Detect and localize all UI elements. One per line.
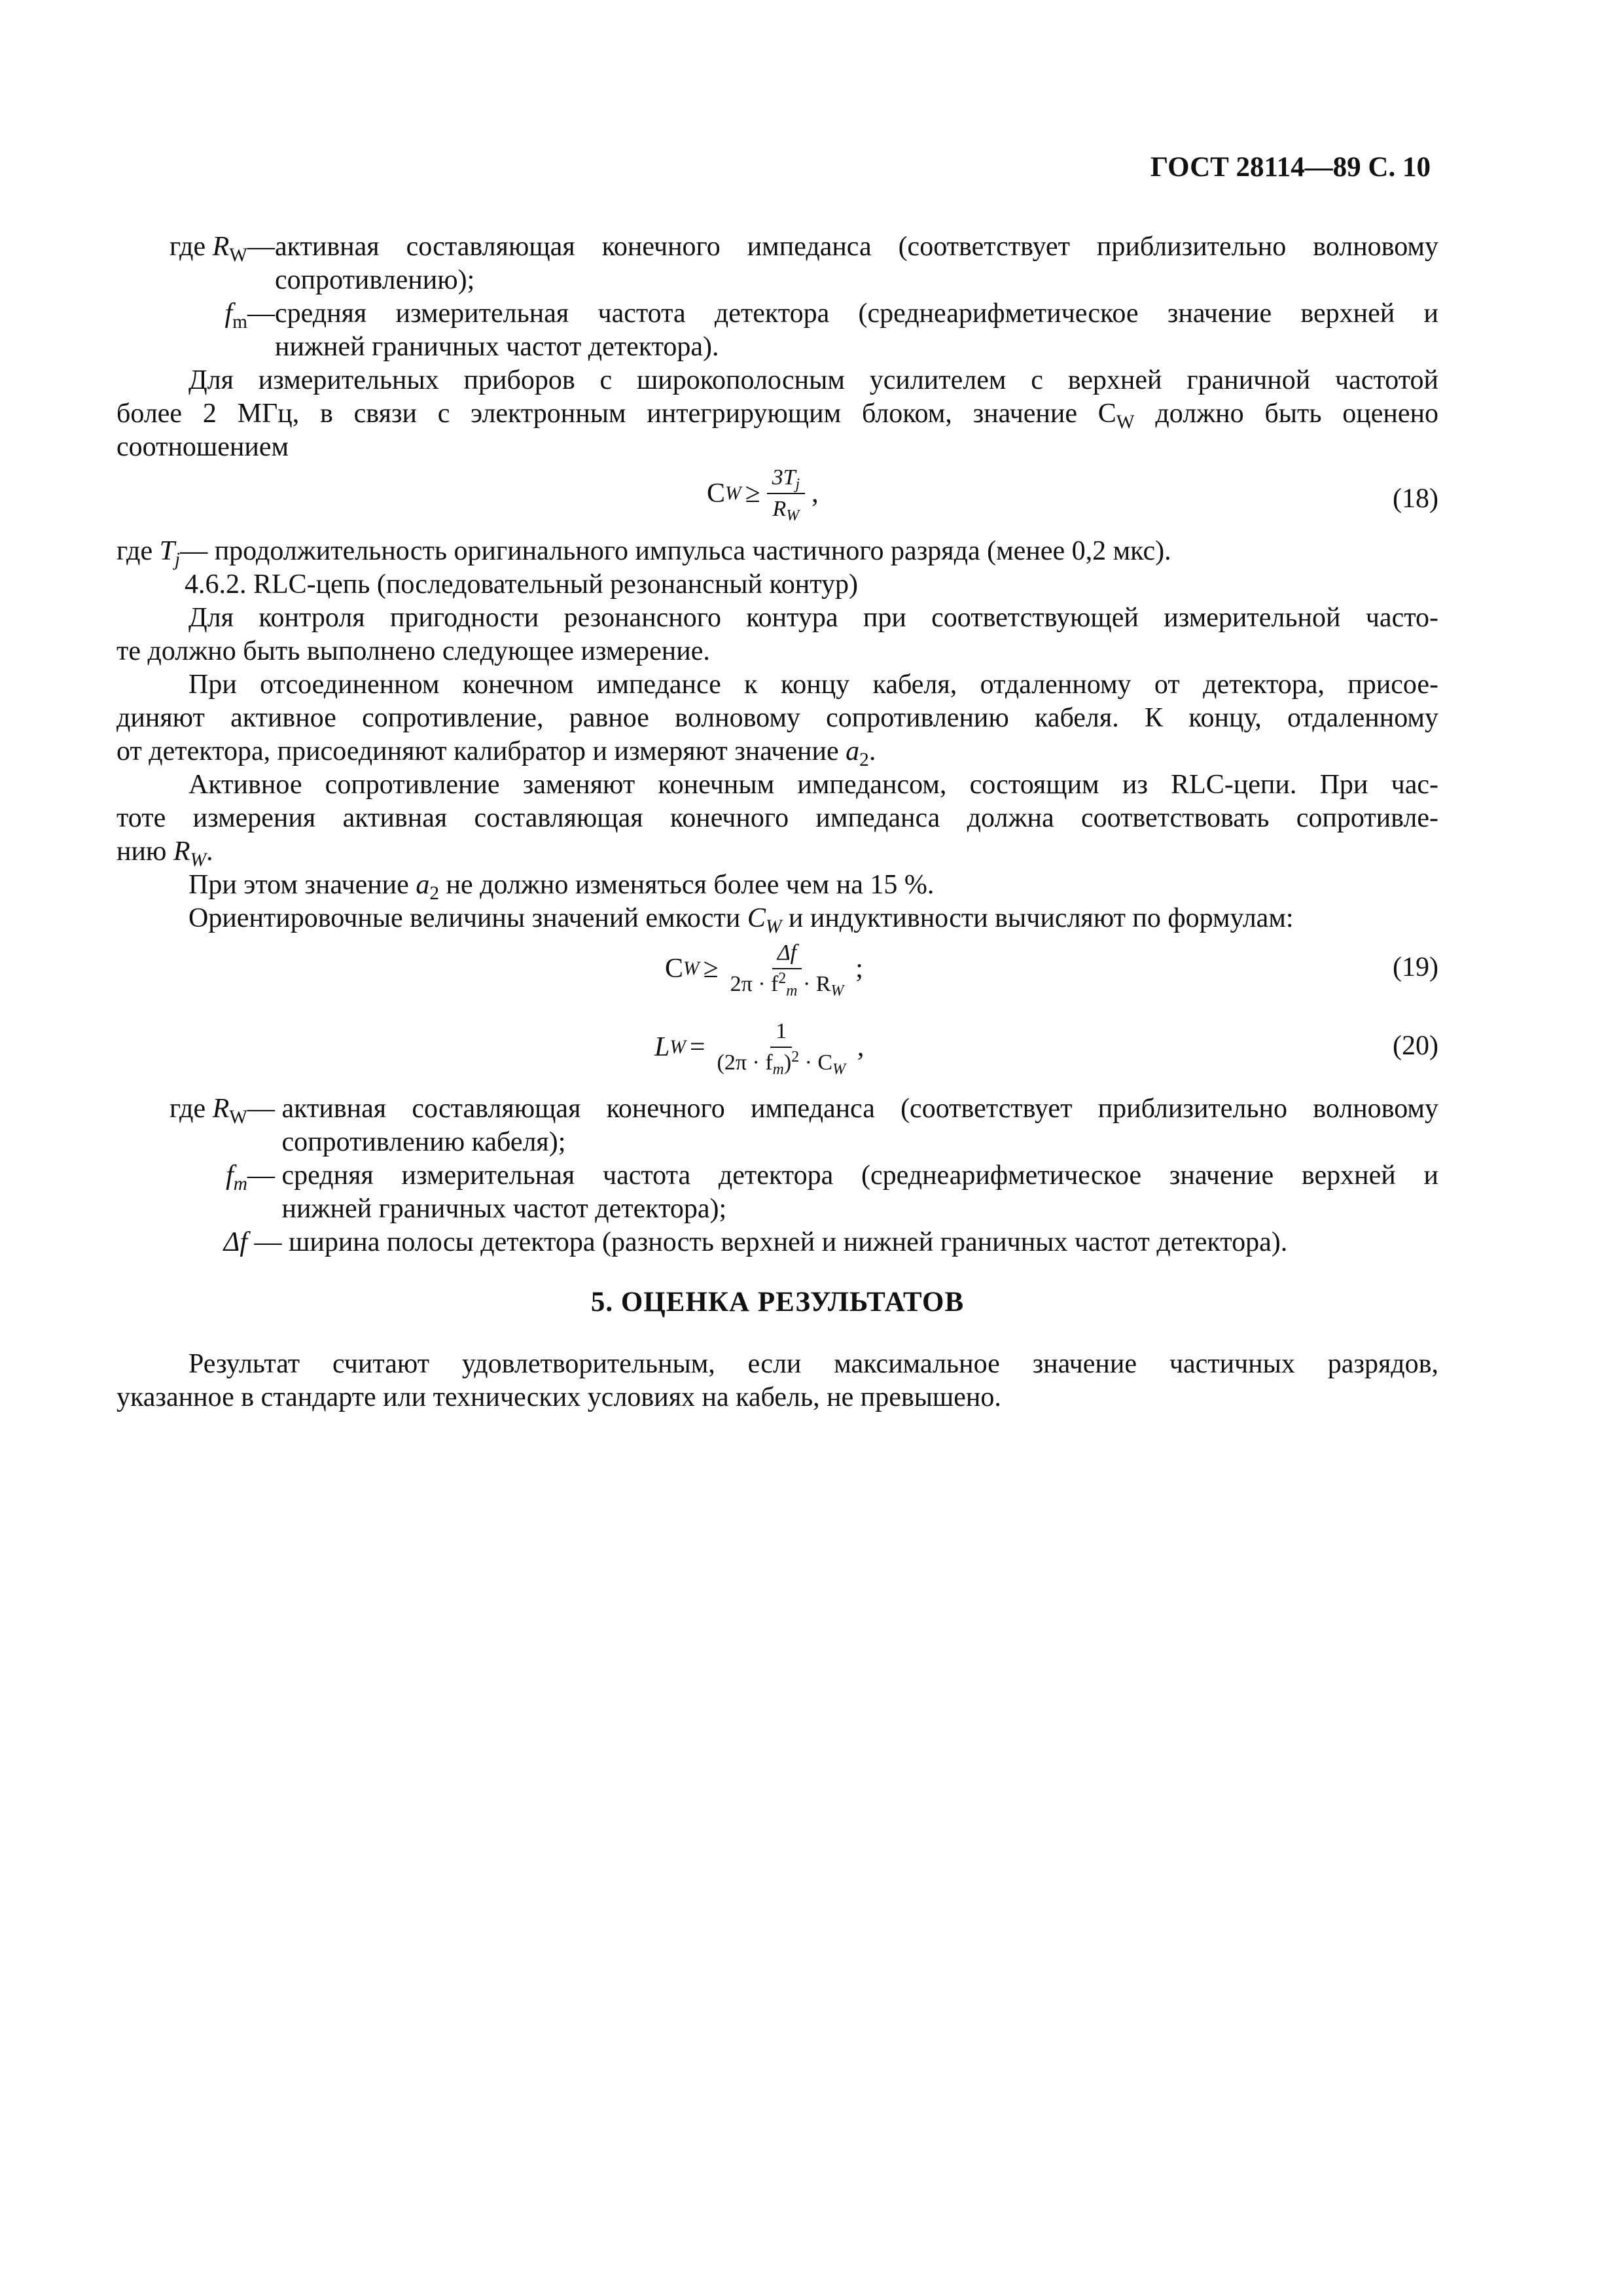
section-heading: 5. ОЦЕНКА РЕЗУЛЬТАТОВ xyxy=(590,1287,965,1318)
definition-text-cont: сопротивлению); xyxy=(275,265,475,295)
fraction: $\frac{\Delta f}{2\pi \cdot f^2_m \cdot R_W}$ xyxy=(730,941,844,1000)
formula-number: (18) xyxy=(1393,484,1438,514)
definition-term: f xyxy=(226,1160,234,1191)
paragraph: Результат считают удовлетворительным, если максимальное значение частичных разрядов, указанное в стандарте или технических условиях на кабель, не превышено. xyxy=(116,1349,1438,1412)
definition-item: $f_m$ — средняя измерительная частота детектора (среднеарифметическое значение верхней и нижней граничных частот детектора). xyxy=(116,297,1438,364)
definition-term: R xyxy=(212,1094,230,1124)
definition-list xyxy=(116,1092,1438,1259)
paragraph: Для измерительных приборов с широкополосным усилителем с верхней граничной частотой более 2 МГц, в связи с электронным интегрирующим блоком, значение $C_W$ должно быть оценено соотношением xyxy=(116,365,1438,462)
formula-18: C W ≥ $\frac{3T_j}{R_W}$ , (18) xyxy=(707,465,1438,525)
paragraph: При этом значение $a_2$ не должно изменяться более чем на 15 %. xyxy=(188,870,935,904)
definition-item: Δf — ширина полосы детектора (разность верхней и нижней граничных частот детектора). xyxy=(223,1227,1288,1257)
definition-text: средняя измерительная частота детектора (среднеарифметическое значение верхней и xyxy=(275,298,1438,329)
definition-term: R xyxy=(212,232,230,262)
fraction: $\frac{1}{(2\pi \cdot f_m)^2 \cdot C_W}$ xyxy=(717,1019,846,1079)
definition-term: Δf xyxy=(223,1227,247,1257)
paragraph: Ориентировочные величины значений емкости $C_W$ и индуктивности вычисляют по формулам: xyxy=(188,903,1294,937)
definition-term-subscript: m xyxy=(232,311,247,332)
paragraph: Для контроля пригодности резонансного контура при соответствующей измерительной часто- те должно быть выполнено следующее измерение. xyxy=(116,603,1438,666)
page-header: ГОСТ 28114—89 С. 10 xyxy=(1150,152,1431,183)
definition-list xyxy=(116,230,1438,364)
fraction: $\frac{3T_j}{R_W}$ xyxy=(767,464,806,523)
definition-item: $f_m$ — средняя измерительная частота детектора (среднеарифметическое значение верхней и нижней граничных частот детектора); xyxy=(226,1160,1438,1224)
definition-term-subscript: W xyxy=(229,244,247,266)
formula-20: L W = $\frac{1}{(2\pi \cdot f_m)^2 \cdot C_W}$ , (20) xyxy=(654,1019,1438,1079)
page-content xyxy=(116,230,1438,1414)
formula-19: C W ≥ $\frac{\Delta f}{2\pi \cdot f^2_m \cdot R_W}$ ; (19) xyxy=(665,941,1438,1000)
definition-text-cont: нижней граничных частот детектора). xyxy=(275,332,719,362)
formula-number: (20) xyxy=(1393,1031,1438,1061)
definition-item: где $R_W$ — активная составляющая конечного импеданса (соответствует приблизительно волновому сопротивлению); xyxy=(116,230,1438,297)
subsection-heading: 4.6.2. RLC-цепь (последовательный резонансный контур) xyxy=(185,569,859,600)
definition-tj: где $T_j—$ продолжительность оригинального импульса частичного разряда (менее 0,2 мкс). xyxy=(116,536,1171,570)
definition-item: где $R_W$ — активная составляющая конечного импеданса (соответствует приблизительно волновому сопротивлению кабеля); xyxy=(169,1094,1438,1157)
definition-term: f xyxy=(224,298,233,329)
formula-number: (19) xyxy=(1393,952,1438,982)
definition-prefix: где xyxy=(169,232,213,262)
definition-text: активная составляющая конечного импеданса (соответствует приблизительно волновому xyxy=(275,232,1438,262)
paragraph: При отсоединенном конечном импедансе к концу кабеля, отдаленному от детектора, присое- диняют активное сопротивление, равное волновому сопротивлению кабеля. К концу, отдаленному от детектора, присоединяют калибратор и измеряют значение $a_2$. xyxy=(116,670,1438,770)
paragraph: Активное сопротивление заменяют конечным импедансом, состоящим из RLC-цепи. При час- тоте измерения активная составляющая конечного импеданса должна соответствовать сопротивле- нию $R_W$. xyxy=(116,770,1438,870)
